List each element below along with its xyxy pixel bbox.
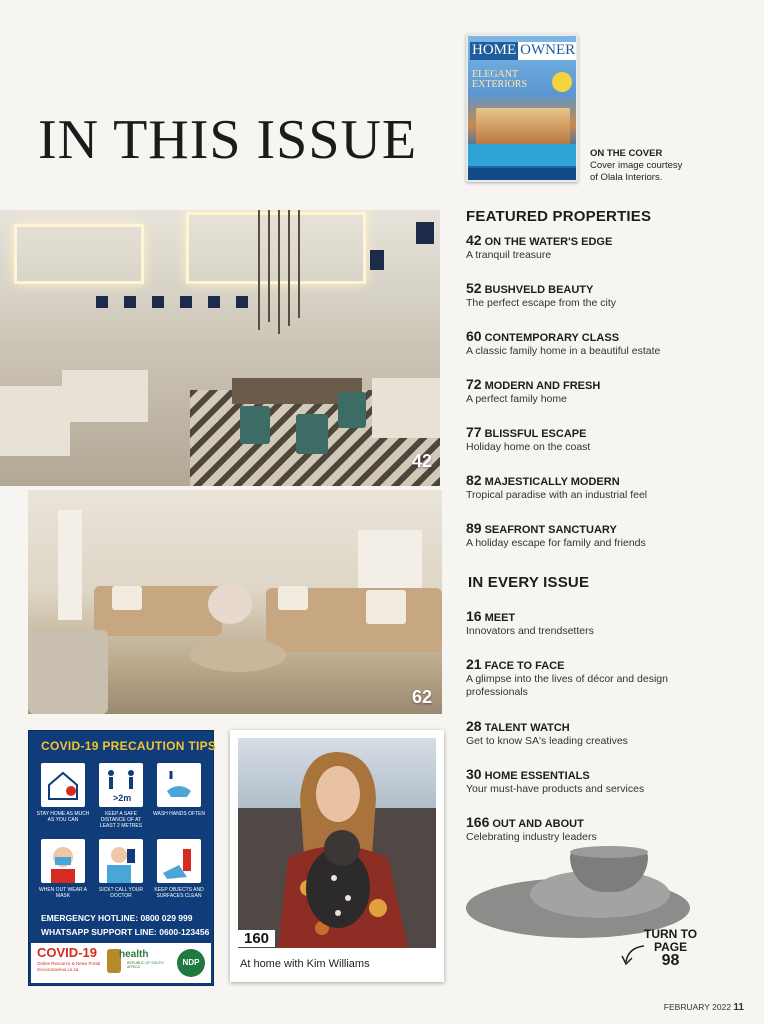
kitchen-dining-photo[interactable]	[0, 210, 440, 486]
cover-note	[590, 148, 682, 184]
turn-to-line2: PAGE	[653, 940, 688, 954]
entry-title: SEAFRONT SANCTUARY	[484, 524, 617, 536]
curved-arrow-icon	[620, 942, 646, 968]
page-footer	[664, 1002, 744, 1013]
dining-chair	[240, 406, 270, 444]
cover-thumbnail[interactable]	[466, 34, 578, 182]
kim-williams-photo	[238, 738, 436, 948]
ceiling-light-cove	[14, 224, 144, 284]
toc-entry[interactable]	[466, 472, 756, 502]
toc-entry[interactable]	[466, 232, 756, 262]
entry-title: HOME ESSENTIALS	[484, 770, 590, 782]
toc-entry[interactable]	[466, 520, 756, 550]
toc-entry[interactable]	[466, 656, 706, 699]
entry-desc: Get to know SA's leading creatives	[466, 735, 628, 747]
entry-page: 42	[466, 232, 482, 248]
page-title: IN THIS ISSUE	[38, 109, 418, 171]
window	[124, 296, 136, 308]
toc-entry[interactable]	[466, 718, 756, 748]
tip-caption: STAY HOME AS MUCH AS YOU CAN	[36, 811, 90, 823]
window	[370, 250, 384, 270]
entry-page: 28	[466, 718, 482, 734]
pendant-light	[278, 210, 280, 334]
window-wall	[58, 510, 82, 620]
entry-title: CONTEMPORARY CLASS	[484, 332, 620, 344]
portal-sub	[37, 961, 100, 972]
entry-desc: A perfect family home	[466, 393, 567, 405]
entry-desc: Your must-have products and services	[466, 783, 645, 795]
portal-subtitle: Online Resource & News Portal	[37, 961, 101, 966]
cover-note-line1: Cover image courtesy	[590, 160, 683, 171]
turn-to-page-number: 98	[661, 952, 680, 969]
kim-feature-caption: At home with Kim Williams	[240, 958, 370, 970]
window	[236, 296, 248, 308]
window	[180, 296, 192, 308]
kitchen-counter	[62, 370, 148, 422]
entry-title: OUT AND ABOUT	[492, 818, 584, 830]
entry-title: MEET	[484, 612, 516, 624]
portal-url[interactable]: SAcoronavirus.co.za	[37, 966, 79, 972]
toc-entry[interactable]	[466, 328, 756, 358]
turn-to-page[interactable]	[644, 928, 697, 967]
window	[208, 296, 220, 308]
in-every-issue-heading: IN EVERY ISSUE	[468, 574, 590, 591]
entry-page: 72	[466, 376, 482, 392]
entry-page: 16	[466, 608, 482, 624]
cushion	[112, 586, 142, 610]
tip-caption: WASH HANDS OFTEN	[152, 811, 206, 817]
entry-page: 89	[466, 520, 482, 536]
flower-arrangement	[208, 584, 252, 624]
cover-mast-owner: OWNER	[520, 42, 576, 58]
ndp-logo: NDP	[177, 949, 205, 977]
stay-home-icon	[41, 763, 85, 807]
health-country: REPUBLIC OF SOUTH AFRICA	[127, 961, 164, 969]
dining-chair	[338, 392, 366, 428]
lounge-photo-page-number: 62	[411, 687, 432, 707]
entry-page: 166	[466, 814, 490, 830]
entry-page: 77	[466, 424, 482, 440]
tip-caption: KEEP A SAFE DISTANCE OF AT LEAST 2 METRES	[99, 811, 143, 829]
entry-page: 82	[466, 472, 482, 488]
coffee-table	[190, 638, 286, 672]
pendant-light	[258, 210, 260, 330]
toc-entry[interactable]	[466, 608, 756, 638]
pendant-light	[298, 210, 300, 318]
window	[96, 296, 108, 308]
emergency-hotline: EMERGENCY HOTLINE: 0800 029 999	[41, 913, 193, 923]
cover-house-image	[476, 108, 570, 148]
window	[416, 222, 434, 244]
kim-feature-page-number: 160	[238, 930, 275, 947]
health-logo: health	[119, 949, 149, 960]
footer-page-number: 11	[733, 1002, 744, 1013]
footer-date: FEBRUARY 2022	[663, 1002, 732, 1012]
cover-bottom-strip	[468, 168, 576, 180]
entry-desc: A classic family home in a beautiful estate	[466, 345, 661, 357]
entry-page: 60	[466, 328, 482, 344]
distance-icon	[99, 763, 143, 807]
cover-note-heading: ON THE COVER	[590, 148, 663, 159]
entry-desc: The perfect escape from the city	[466, 297, 616, 309]
entry-desc: A holiday escape for family and friends	[466, 537, 646, 549]
lounge-photo[interactable]	[28, 490, 442, 714]
cover-headline: ELEGANT EXTERIORS	[472, 69, 527, 90]
toc-entry[interactable]	[466, 814, 756, 844]
clean-surfaces-icon	[157, 839, 201, 883]
entry-title: ON THE WATER'S EDGE	[484, 236, 613, 248]
cushion	[278, 586, 308, 610]
portal-title: COVID-19	[37, 945, 97, 960]
ceiling-light-cove	[186, 212, 366, 284]
toc-entry[interactable]	[466, 766, 756, 796]
turn-to-line1: TURN TO	[644, 927, 698, 941]
entry-title: MODERN AND FRESH	[484, 380, 601, 392]
bowl-rim-image	[570, 846, 648, 858]
entry-page: 21	[466, 656, 482, 672]
entry-desc: Celebrating industry leaders	[466, 831, 597, 843]
toc-entry[interactable]	[466, 280, 756, 310]
mask-icon	[41, 839, 85, 883]
entry-desc: A glimpse into the lives of décor and design professionals	[466, 673, 668, 698]
entry-desc: Tropical paradise with an industrial feel	[466, 489, 648, 501]
covid-title: COVID-19 PRECAUTION TIPS	[41, 739, 217, 753]
covid-precaution-panel	[28, 730, 217, 986]
featured-properties-heading: FEATURED PROPERTIES	[466, 208, 652, 225]
entry-desc: A tranquil treasure	[466, 249, 552, 261]
kim-williams-feature[interactable]	[230, 730, 444, 982]
kitchen-photo-page-number: 42	[411, 451, 432, 471]
entry-title: BUSHVELD BEAUTY	[484, 284, 594, 296]
covid-portal-footer	[31, 943, 211, 983]
entry-desc: Innovators and trendsetters	[466, 625, 594, 637]
cover-badge	[552, 72, 572, 92]
window	[152, 296, 164, 308]
toc-entry[interactable]	[466, 424, 756, 454]
entry-title: BLISSFUL ESCAPE	[484, 428, 587, 440]
toc-entry[interactable]	[466, 376, 756, 406]
pendant-light	[268, 210, 270, 322]
entry-title: MAJESTICALLY MODERN	[484, 476, 620, 488]
armchair	[28, 630, 108, 714]
entry-page: 30	[466, 766, 482, 782]
pendant-light	[288, 210, 290, 326]
entry-desc: Holiday home on the coast	[466, 441, 591, 453]
tip-caption: KEEP OBJECTS AND SURFACES CLEAN	[154, 887, 204, 899]
wash-hands-icon	[157, 763, 201, 807]
call-doctor-icon	[99, 839, 143, 883]
tip-caption: SICK? CALL YOUR DOCTOR	[99, 887, 143, 899]
entry-page: 52	[466, 280, 482, 296]
cover-masthead	[470, 42, 577, 60]
cover-note-line2: of Olala Interiors.	[590, 172, 663, 183]
cover-mast-home: HOME	[472, 42, 517, 58]
cushion	[366, 590, 406, 624]
whatsapp-line: WHATSAPP SUPPORT LINE: 0600-123456	[41, 927, 210, 937]
kitchen-island	[0, 386, 70, 456]
cover-pool-image	[468, 144, 576, 166]
entry-title: TALENT WATCH	[484, 722, 570, 734]
distance-label: >2m	[113, 793, 132, 803]
sideboard	[372, 378, 440, 438]
entry-title: FACE TO FACE	[484, 660, 565, 672]
tip-caption: WHEN OUT WEAR A MASK	[39, 887, 87, 899]
dining-chair	[296, 414, 328, 454]
